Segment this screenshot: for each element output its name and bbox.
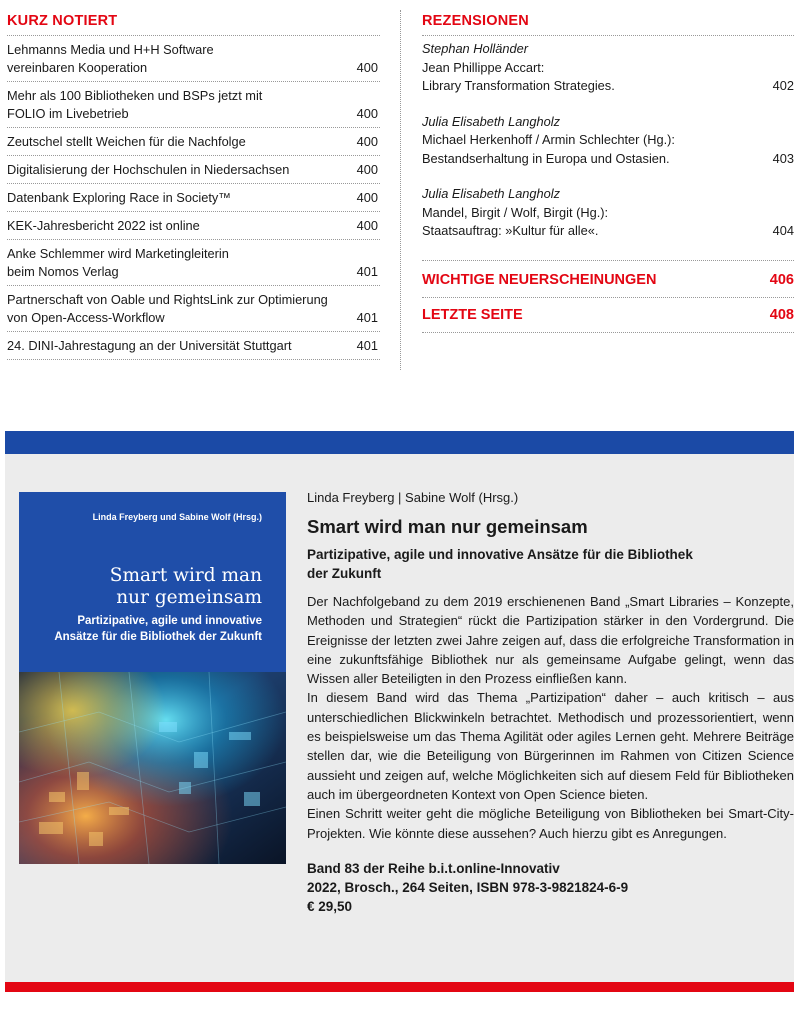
book-paragraph: In diesem Band wird das Thema „Partizipation“ daher – auch kritisch – aus unterschiedlichen Blickwinkeln betrachtet. Methodisch und prozessorientiert, wenn es beispielsweise um das Thema Agilität oder agiles Lernen geht. Mehrere Beiträge stellen dar, wie die Beteiligung von Bürgerinnen im Rahmen von Citizen Science aussieht und zeigen auf, welche Möglichkeiten sich auf diesem Feld für Bibliotheken auch im übergeordneten Kontext von Open Science bieten. xyxy=(307,690,794,802)
book-subtitle: Partizipative, agile und innovative Ansätze für die Bibliothek der Zukunft xyxy=(307,547,693,581)
cover-circuit-image xyxy=(19,672,286,864)
toc-item-title: Digitalisierung der Hochschulen in Niedersachsen xyxy=(7,162,290,177)
toc-item-title: Lehmanns Media und H+H Software vereinbaren Kooperation xyxy=(7,42,214,75)
toc-item-page: 400 xyxy=(356,134,378,149)
book-paragraph: Der Nachfolgeband zu dem 2019 erschienenen Band „Smart Libraries – Konzepte, Methoden und Strategien“ rückt die Partizipation stärker in den Vordergrund. Die Ereignisse der letzten zwei Jahre zeigen auf, dass die erfolgreiche Transformation in eine zukunftsfähige Bibliothek nur als gemeinsame Aufgabe gelingt, wenn das Wissen aller Beteiligten in den Prozess einfließen kann. xyxy=(307,594,794,687)
toc-item[interactable] xyxy=(7,156,380,184)
book-description xyxy=(307,489,794,916)
rezensionen-section xyxy=(422,0,794,333)
book-paragraph: Einen Schritt weiter geht die mögliche Beteiligung von Bibliotheken bei Smart-City-Projekten. Wie könnte diese aussehen? Auch hierzu gibt es Anregungen. xyxy=(307,806,794,841)
reviewed-authors: Mandel, Birgit / Wolf, Birgit (Hg.): xyxy=(422,204,609,220)
review-page: 404 xyxy=(772,223,794,238)
neuerscheinungen-row[interactable] xyxy=(422,260,794,298)
toc-item-title: 24. DINI-Jahrestagung an der Universität Stuttgart xyxy=(7,338,292,353)
review-title-row xyxy=(422,77,794,96)
book-body xyxy=(307,592,794,843)
book-meta xyxy=(307,859,794,916)
toc-item-page: 400 xyxy=(356,162,378,177)
reviewer-name: Julia Elisabeth Langholz xyxy=(422,186,561,201)
rezensionen-list xyxy=(422,36,794,254)
reviewed-authors: Jean Phillippe Accart: xyxy=(422,59,545,75)
toc-item[interactable] xyxy=(7,286,380,332)
review-title-row xyxy=(422,150,794,169)
book-series: Band 83 der Reihe b.i.t.online-Innovativ xyxy=(307,860,560,876)
kurz-notiert-heading: KURZ NOTIERT xyxy=(7,13,118,29)
toc-item-title: Anke Schlemmer wird Marketingleiterin beim Nomos Verlag xyxy=(7,246,229,279)
column-divider xyxy=(400,10,401,370)
toc-item[interactable] xyxy=(7,332,380,360)
review-page: 403 xyxy=(772,150,794,166)
reviewed-title: Staatsauftrag: »Kultur für alle«. xyxy=(422,223,599,238)
book-cover xyxy=(19,492,286,864)
toc-item-title: Datenbank Exploring Race in Society™ xyxy=(7,190,232,205)
cover-title: Smart wird man nur gemeinsam xyxy=(109,565,262,608)
toc-item[interactable] xyxy=(7,240,380,286)
cover-editors: Linda Freyberg und Sabine Wolf (Hrsg.) xyxy=(92,512,262,522)
neuerscheinungen-label: WICHTIGE NEUERSCHEINUNGEN xyxy=(422,271,657,288)
toc-item-page: 400 xyxy=(356,218,378,233)
toc-item-page: 401 xyxy=(356,264,378,279)
rezensionen-heading: REZENSIONEN xyxy=(422,13,529,29)
toc-item-page: 400 xyxy=(356,190,378,205)
toc-item[interactable] xyxy=(7,184,380,212)
toc-item-title: KEK-Jahresbericht 2022 ist online xyxy=(7,218,200,233)
review-entry[interactable] xyxy=(422,109,794,182)
reviewed-title: Bestandserhaltung in Europa und Ostasien. xyxy=(422,150,670,166)
letzte-seite-page: 408 xyxy=(769,306,794,323)
book-details: 2022, Brosch., 264 Seiten, ISBN 978-3-9821824-6-9 xyxy=(307,879,629,895)
book-title: Smart wird man nur gemeinsam xyxy=(307,516,588,537)
neuerscheinungen-page: 406 xyxy=(769,271,794,288)
letzte-seite-label: LETZTE SEITE xyxy=(422,306,523,323)
book-price: € 29,50 xyxy=(307,898,353,914)
letzte-seite-row[interactable] xyxy=(422,298,794,333)
toc-item-page: 400 xyxy=(356,60,378,75)
reviewer-name: Julia Elisabeth Langholz xyxy=(422,113,561,129)
toc-item[interactable] xyxy=(7,36,380,82)
toc-item-title: Partnerschaft von Oable und RightsLink zur Optimierung von Open-Access-Workflow xyxy=(7,292,328,325)
review-title-row xyxy=(422,222,794,241)
reviewed-title: Library Transformation Strategies. xyxy=(422,78,615,93)
book-authors: Linda Freyberg | Sabine Wolf (Hrsg.) xyxy=(307,490,519,505)
kurz-notiert-list xyxy=(7,36,380,360)
toc-item-title: Zeutschel stellt Weichen für die Nachfolge xyxy=(7,134,246,149)
reviewed-authors: Michael Herkenhoff / Armin Schlechter (Hg.): xyxy=(422,132,675,147)
review-entry[interactable] xyxy=(422,181,794,254)
ad-top-bar xyxy=(5,431,794,454)
toc-item-page: 401 xyxy=(356,310,378,325)
toc-item[interactable] xyxy=(7,128,380,156)
review-entry[interactable] xyxy=(422,36,794,109)
reviewer-name: Stephan Holländer xyxy=(422,41,529,56)
ad-bottom-bar xyxy=(5,982,794,992)
kurz-notiert-section xyxy=(7,0,380,360)
toc-item[interactable] xyxy=(7,82,380,128)
cover-subtitle: Partizipative, agile und innovative Ansätze für die Bibliothek der Zukunft xyxy=(54,615,262,643)
toc-item-title: Mehr als 100 Bibliotheken und BSPs jetzt mit FOLIO im Livebetrieb xyxy=(7,88,263,121)
review-page: 402 xyxy=(772,78,794,93)
toc-item-page: 400 xyxy=(356,106,378,121)
toc-item[interactable] xyxy=(7,212,380,240)
toc-item-page: 401 xyxy=(356,338,378,353)
